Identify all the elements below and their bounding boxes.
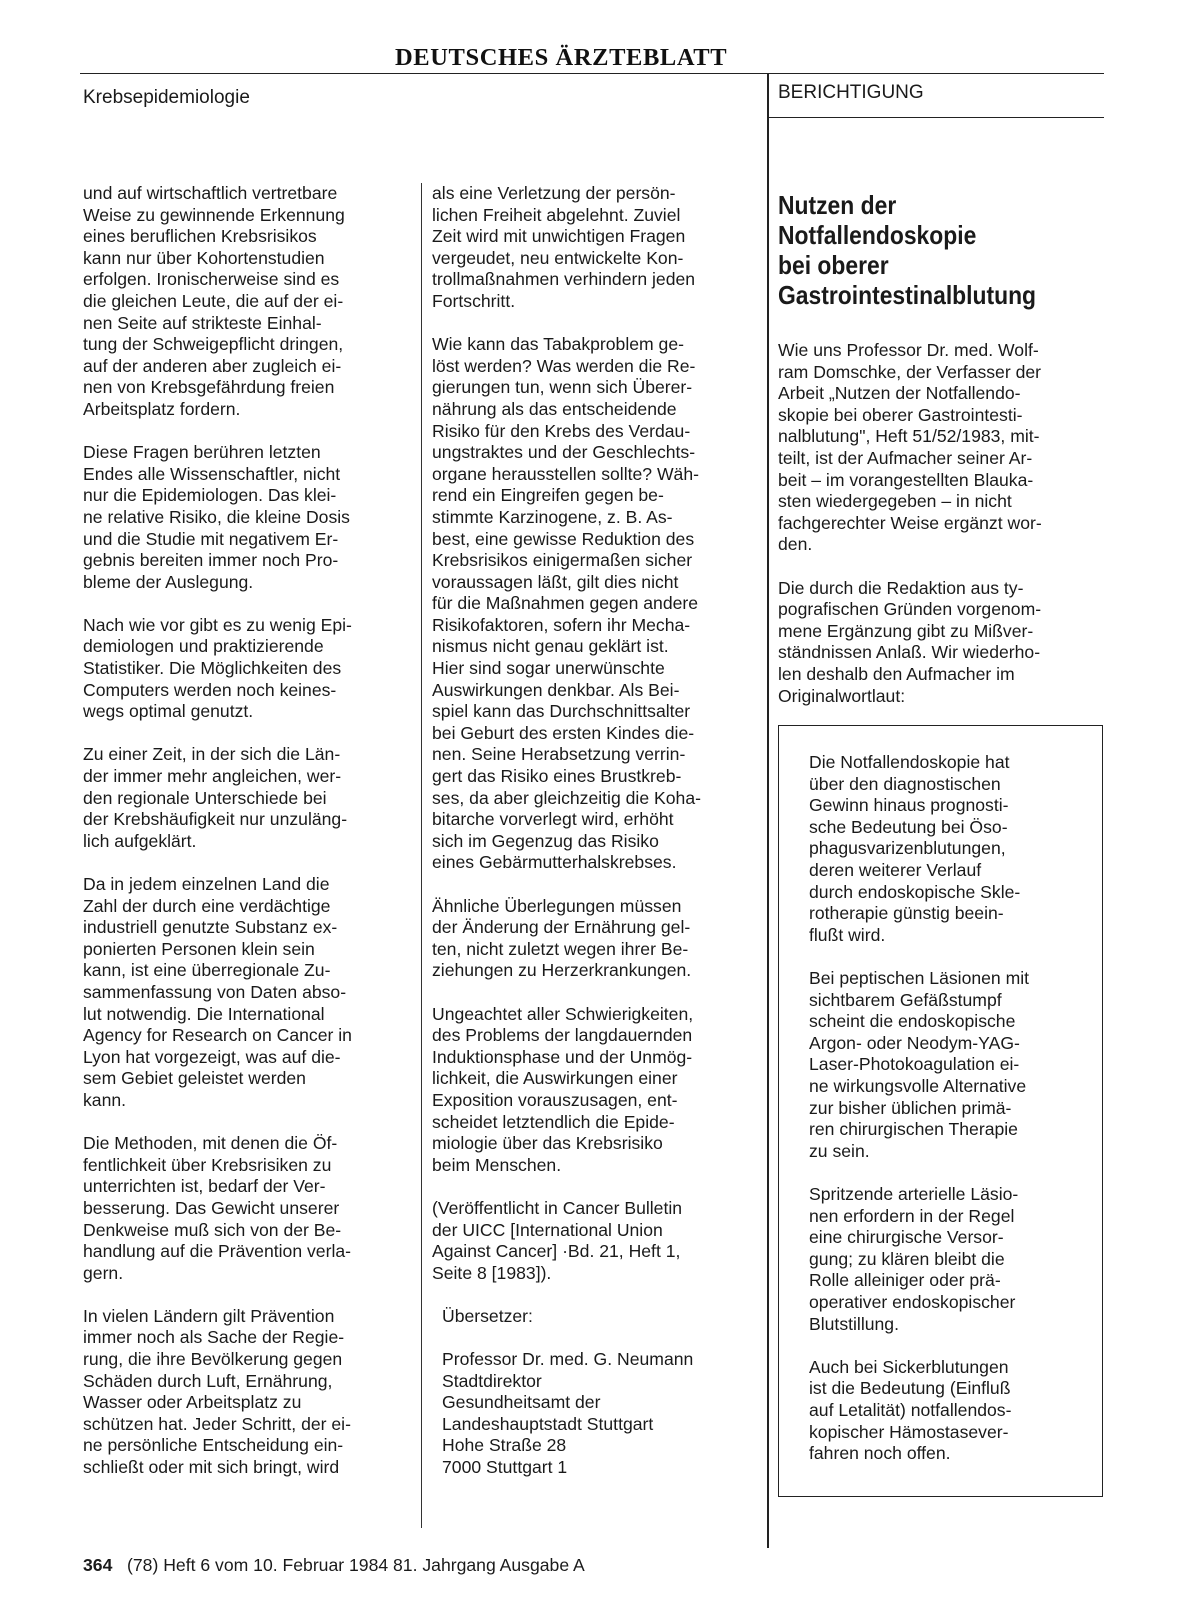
box-paragraph: Auch bei Sickerblutungen ist die Bedeutung (Einfluß auf Letalität) notfallendos- kopischer Hämostasever- fahren noch offen. [809,1356,1012,1464]
paragraph: als eine Verletzung der persön- lichen Freiheit abgelehnt. Zuviel Zeit wird mit unwichtigen Fragen vergeudet, neu entwickelte Kon- trollmaßnahmen verhindern jeden Fortschritt. [432,183,696,311]
paragraph: Die durch die Redaktion aus ty- pografischen Gründen vorgenom- mene Ergänzung gibt zu Mißver- ständnissen Anlaß. Wir wiederho- len deshalb den Aufmacher im Originalwortlaut: [778,577,1042,706]
masthead: DEUTSCHES ÄRZTEBLATT [395,44,728,71]
paragraph: Ungeachtet aller Schwierigkeiten, des Problems der langdauernden Induktionsphase und der Unmög- lichkeit, die Auswirkungen einer Exposition vorauszusagen, ent- scheidet letztendlich die Epide- miologie über das Krebsrisiko beim Menschen. [432,1003,694,1175]
box-paragraph: Spritzende arterielle Läsio- nen erfordern in der Regel eine chirurgische Versor- gung; zu klären bleibt die Rolle alleiniger oder prä- operativer endoskopischer Blutstillung. [809,1183,1019,1334]
paragraph: In vielen Ländern gilt Prävention immer noch als Sache der Regie- rung, die ihre Bevölkerung gegen Schäden durch Luft, Ernährung, Wasser oder Arbeitsplatz zu schützen hat. Jeder Schritt, der ei- ne persönliche Entscheidung ein- schließt oder mit sich bringt, wird [83,1305,351,1478]
column-divider-main [767,73,769,1548]
citation: (Veröffentlicht in Cancer Bulletin der UICC [International Union Against Cancer] ·Bd. 21, Heft 1, Seite 8 [1983]). [432,1197,683,1283]
column-divider [421,183,422,1528]
translator-label: Übersetzer: [442,1305,533,1326]
translator-address: Professor Dr. med. G. Neumann Stadtdirektor Gesundheitsamt der Landeshauptstadt Stuttgart Hohe Straße 28 7000 Stuttgart 1 [442,1349,694,1478]
paragraph: und auf wirtschaftlich vertretbare Weise zu gewinnende Erkennung eines beruflichen Krebsrisikos kann nur über Kohortenstudien erfolgen. Ironischerweise sind es die gleichen Leute, die auf der ei- nen Seite auf strikteste Einhal- tung der Schweigepflicht dringen, auf der anderen aber zugleich ei- nen von Krebsgefährdung freien Arbeitsplatz fordern. [83,183,345,419]
paragraph: Zu einer Zeit, in der sich die Län- der immer mehr angleichen, wer- den regionale Unterschiede bei der Krebshäufigkeit nur unzuläng- lich aufgeklärt. [83,744,348,851]
header-rule [80,73,1104,74]
headline: Nutzen der Notfallendoskopie bei oberer Gastrointestinalblutung [778,190,1037,310]
section-label-left: Krebsepidemiologie [83,87,250,108]
paragraph: Wie kann das Tabakproblem ge- löst werden? Was werden die Re- gierungen tun, wenn sich Überer- nährung als das entscheidende Risiko für den Krebs des Verdau- ungstraktes und der Geschlechts- organe herausstellen sollte? Wäh- rend ein Eingreifen gegen be- stimmte Karzinogene, z. B. As- best, eine gewisse Reduktion des Krebsrisikos einigermaßen sicher voraussagen läßt, gilt dies nicht für die Maßnahmen gegen andere Risikofaktoren, sofern ihr Mecha- nismus nicht genau geklärt ist. Hier sind sogar unerwünschte Auswirkungen denkbar. Als Bei- spiel kann das Durchschnittsalter bei Geburt des ersten Kindes die- nen. Seine Herabsetzung verrin- gert das Risiko eines Brustkreb- ses, da aber gleichzeitig die Koha- bitarche vorverlegt wird, erhöht sich im Gegenzug das Risiko eines Gebärmutterhalskrebses. [432,334,701,873]
berichtigung-rule [768,117,1104,118]
article-column-1 [83,183,408,1500]
paragraph: Diese Fragen berühren letzten Endes alle Wissenschaftler, nicht nur die Epidemiologen. Das klei- ne relative Risiko, die kleine Dosis und die Studie mit negativem Er- gebnis bereiten immer noch Pro- bleme der Auslegung. [83,442,350,592]
box-paragraph: Die Notfallendoskopie hat über den diagnostischen Gewinn hinaus prognosti- sche Bedeutung bei Öso- phagusvarizenblutungen, deren weiterer Verlauf durch endoskopische Skle- rotherapie günstig beein- flußt wird. [809,752,1021,945]
paragraph: Die Methoden, mit denen die Öf- fentlichkeit über Krebsrisiken zu unterrichten ist, bedarf der Ver- besserung. Das Gewicht unserer Denkweise muß sich von der Be- handlung auf die Prävention verla- gern. [83,1133,351,1283]
paragraph: Da in jedem einzelnen Land die Zahl der durch eine verdächtige industriell genutzte Substanz ex- ponierten Personen klein sein kann, ist eine überregionale Zu- sammenfassung von Daten abso- lut notwendig. Die International Agency for Research on Cancer in Lyon hat vorgezeigt, was auf die- sem Gebiet geleistet werden kann. [83,874,352,1110]
issue-info: (78) Heft 6 vom 10. Februar 1984 81. Jahrgang Ausgabe A [127,1555,585,1575]
original-lead-box [778,725,1103,1497]
paragraph: Nach wie vor gibt es zu wenig Epi- demiologen und praktizierende Statistiker. Die Möglichkeiten des Computers werden noch keines- wegs optimal genutzt. [83,614,352,722]
paragraph: Wie uns Professor Dr. med. Wolf- ram Domschke, der Verfasser der Arbeit „Nutzen der Notfallendo- skopie bei oberer Gastrointesti- nalblutung", Heft 51/52/1983, mit- teilt, ist der Aufmacher seiner Ar- beit – im vorangestellten Blauka- sten wiedergegeben – in nicht fachgerechter Weise ergänzt wor- den. [778,340,1042,555]
page-footer [83,1554,585,1576]
section-label-right: BERICHTIGUNG [778,82,924,103]
paragraph: Ähnliche Überlegungen müssen der Änderung der Ernährung gel- ten, nicht zuletzt wegen ihrer Be- ziehungen zu Herzerkrankungen. [432,895,692,981]
correction-column [778,190,1104,1497]
article-column-2 [432,183,757,1500]
box-paragraph: Bei peptischen Läsionen mit sichtbarem Gefäßstumpf scheint die endoskopische Argon- oder Neodym-YAG- Laser-Photokoagulation ei- ne wirkungsvolle Alternative zur bisher üblichen primä- ren chirurgischen Therapie zu sein. [809,968,1030,1161]
page-number: 364 [83,1555,113,1575]
